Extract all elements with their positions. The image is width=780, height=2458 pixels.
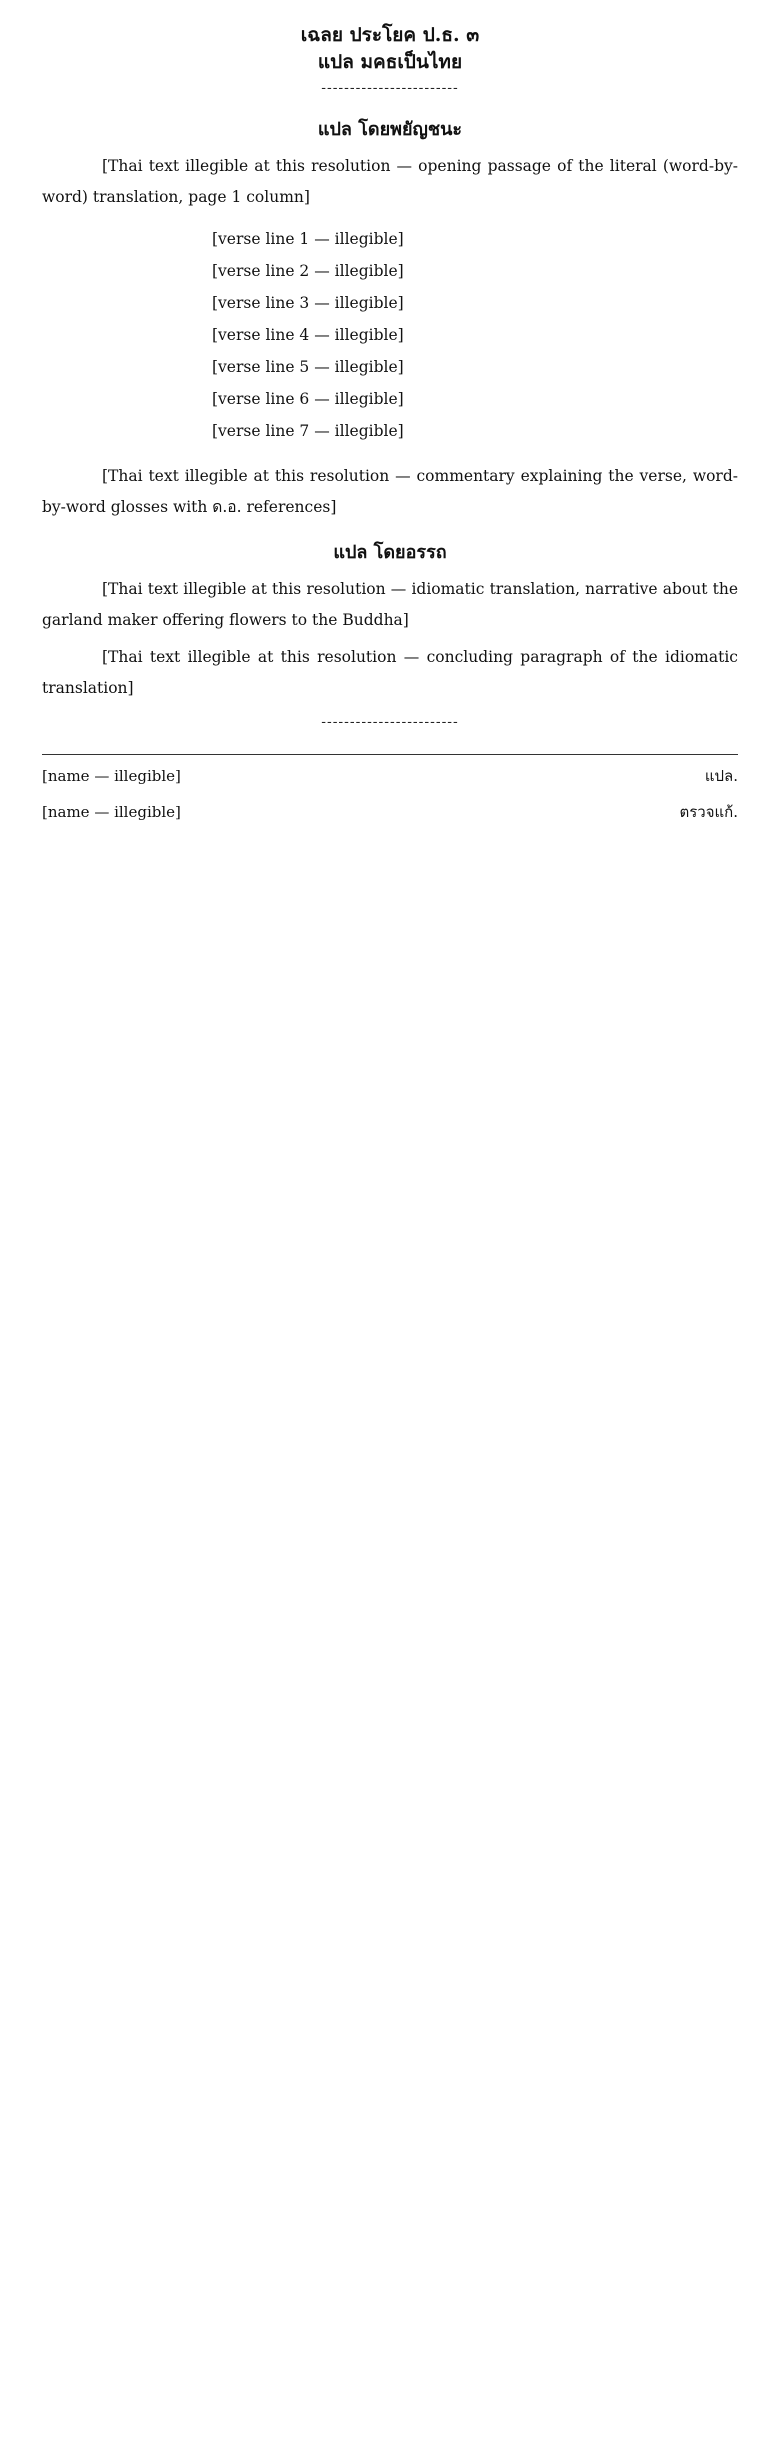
verse-line: [verse line 4 — illegible] <box>212 326 404 344</box>
idiomatic-paragraph-2: [Thai text illegible at this resolution — concluding paragraph of the idiomatic translation] <box>42 648 738 697</box>
document-subtitle: แปล มคธเป็นไทย <box>317 51 463 73</box>
verse-line: [verse line 6 — illegible] <box>212 390 404 408</box>
checker-name: [name — illegible] <box>42 803 181 821</box>
footer-translator-row <box>42 761 738 791</box>
translator-name: [name — illegible] <box>42 767 181 785</box>
verse-line: [verse line 1 — illegible] <box>212 230 404 248</box>
translator-role: แปล. <box>704 767 738 785</box>
title-separator: ------------------------ <box>321 80 459 96</box>
section-heading-idiomatic: แปล โดยอรรถ <box>333 542 447 563</box>
verse-line: [verse line 3 — illegible] <box>212 294 404 312</box>
idiomatic-paragraph-1: [Thai text illegible at this resolution — idiomatic translation, narrative about the garland maker offering flowers to the Buddha] <box>42 580 738 629</box>
verse-line: [verse line 5 — illegible] <box>212 358 404 376</box>
verse-block <box>212 223 738 447</box>
footer-rule <box>42 754 738 755</box>
verse-line: [verse line 7 — illegible] <box>212 422 404 440</box>
end-separator: ------------------------ <box>321 714 459 730</box>
section-heading-literal: แปล โดยพยัญชนะ <box>317 119 463 140</box>
verse-line: [verse line 2 — illegible] <box>212 262 404 280</box>
literal-paragraph-2: [Thai text illegible at this resolution — commentary explaining the verse, word-by-word glosses with ด.อ. references] <box>42 467 738 516</box>
literal-paragraph-1: [Thai text illegible at this resolution — opening passage of the literal (word-by-word) translation, page 1 column] <box>42 157 738 206</box>
footer-checker-row <box>42 797 738 827</box>
document-title: เฉลย ประโยค ป.ธ. ๓ <box>300 24 480 46</box>
checker-role: ตรวจแก้. <box>679 803 738 821</box>
